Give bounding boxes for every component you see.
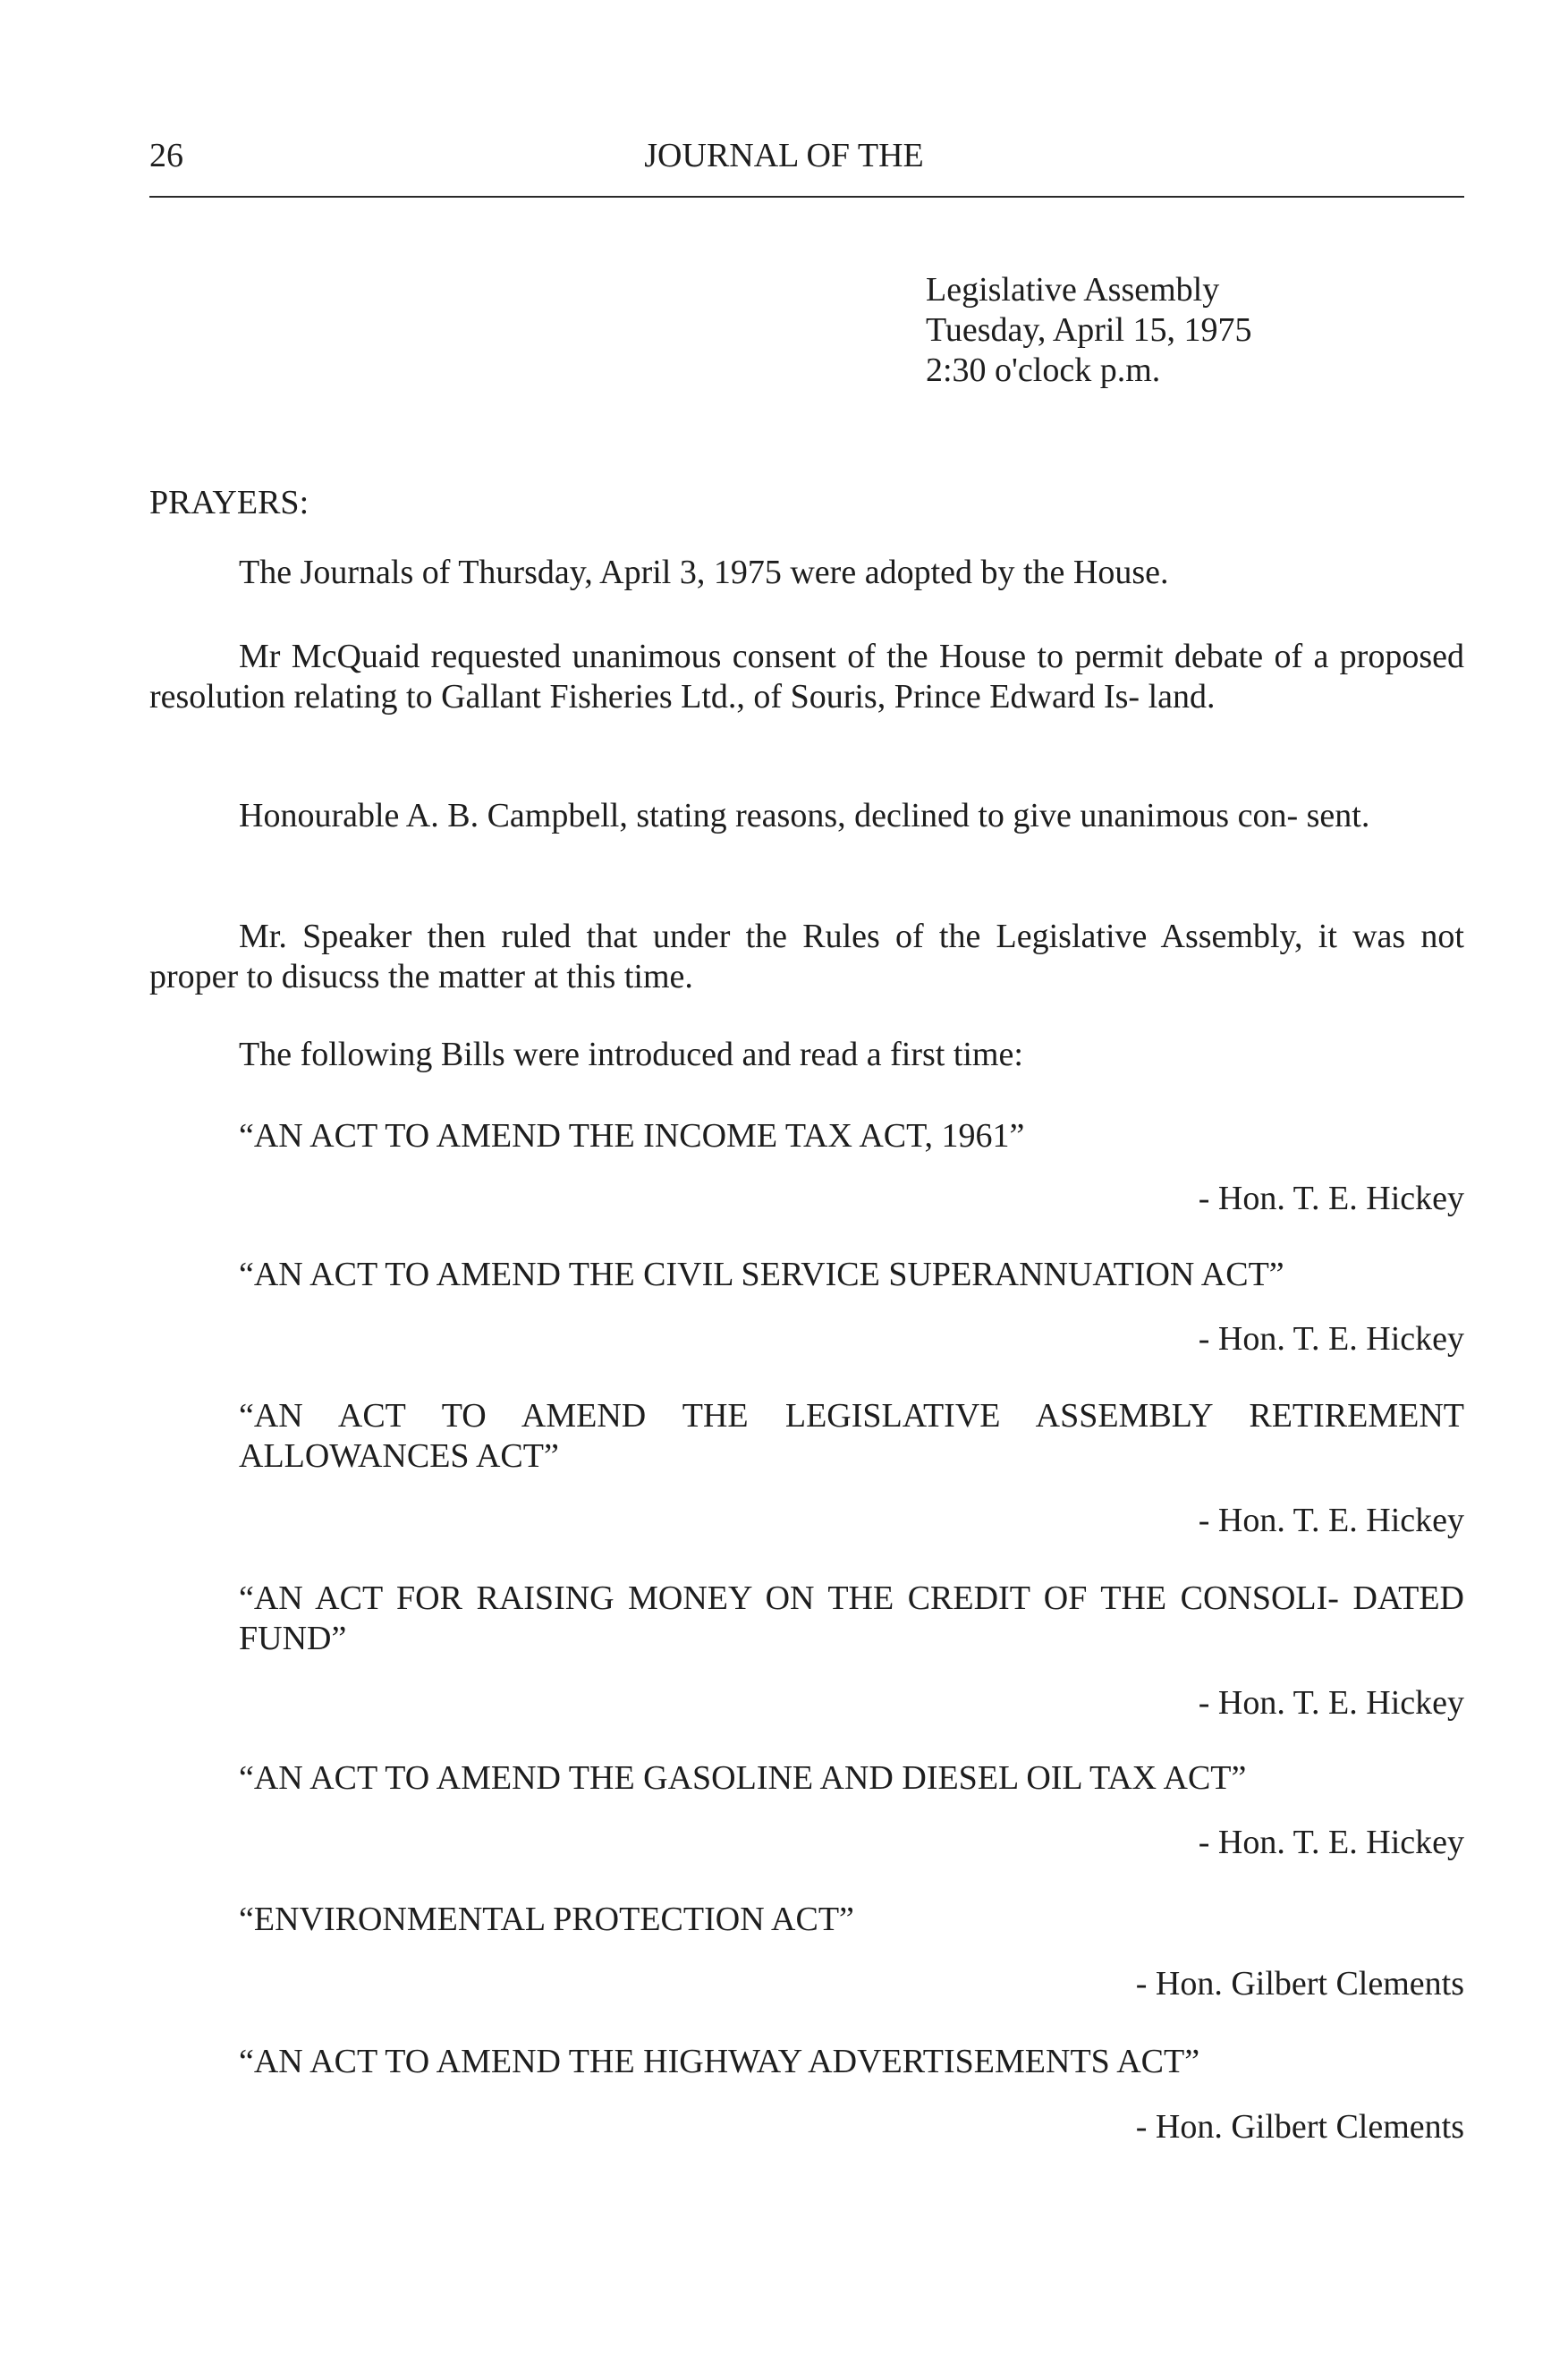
session-date: Tuesday, April 15, 1975: [926, 311, 1252, 349]
bill-sponsor: - Hon. T. E. Hickey: [1198, 1824, 1464, 1861]
bill-title: “AN ACT FOR RAISING MONEY ON THE CREDIT OF THE CONSOLI- DATED FUND”: [239, 1579, 1464, 1657]
header-rule: [149, 196, 1464, 198]
paragraph-bills-introduced: The following Bills were introduced and read a first time:: [239, 1036, 1023, 1073]
session-time: 2:30 o'clock p.m.: [926, 351, 1161, 389]
session-block: [926, 270, 1427, 391]
bill-sponsor: - Hon. Gilbert Clements: [1135, 1965, 1464, 2003]
bill-sponsor: - Hon. T. E. Hickey: [1198, 1320, 1464, 1358]
bill-sponsor: - Hon. T. E. Hickey: [1198, 1180, 1464, 1217]
bill-sponsor: - Hon. Gilbert Clements: [1135, 2108, 1464, 2146]
bill-title: “AN ACT TO AMEND THE INCOME TAX ACT, 1961”: [239, 1117, 1025, 1155]
paragraph-mcquaid-request: Mr McQuaid requested unanimous consent of the House to permit debate of a proposed resolution relating to Gallant Fisheries Ltd., of Souris, Prince Edward Is- land.: [149, 638, 1464, 716]
bill-sponsor: - Hon. T. E. Hickey: [1198, 1502, 1464, 1539]
bill-title: “AN ACT TO AMEND THE GASOLINE AND DIESEL OIL TAX ACT”: [239, 1759, 1247, 1797]
bill-title: “ENVIRONMENTAL PROTECTION ACT”: [239, 1901, 854, 1938]
page-number: 26: [149, 137, 183, 174]
session-body: Legislative Assembly: [926, 271, 1220, 309]
prayers-heading: PRAYERS:: [149, 484, 309, 521]
running-head: JOURNAL OF THE: [644, 137, 924, 174]
bill-sponsor: - Hon. T. E. Hickey: [1198, 1684, 1464, 1722]
paragraph-journals-adopted: The Journals of Thursday, April 3, 1975 were adopted by the House.: [239, 554, 1169, 591]
bill-title: “AN ACT TO AMEND THE HIGHWAY ADVERTISEMENTS ACT”: [239, 2043, 1200, 2080]
paragraph-campbell-declined: Honourable A. B. Campbell, stating reasons, declined to give unanimous con- sent.: [239, 797, 1370, 834]
bill-title: “AN ACT TO AMEND THE LEGISLATIVE ASSEMBLY RETIREMENT ALLOWANCES ACT”: [239, 1397, 1464, 1475]
paragraph-speaker-ruling: Mr. Speaker then ruled that under the Rules of the Legislative Assembly, it was not proper to disucss the matter at this time.: [149, 918, 1464, 995]
bill-title: “AN ACT TO AMEND THE CIVIL SERVICE SUPERANNUATION ACT”: [239, 1256, 1284, 1293]
